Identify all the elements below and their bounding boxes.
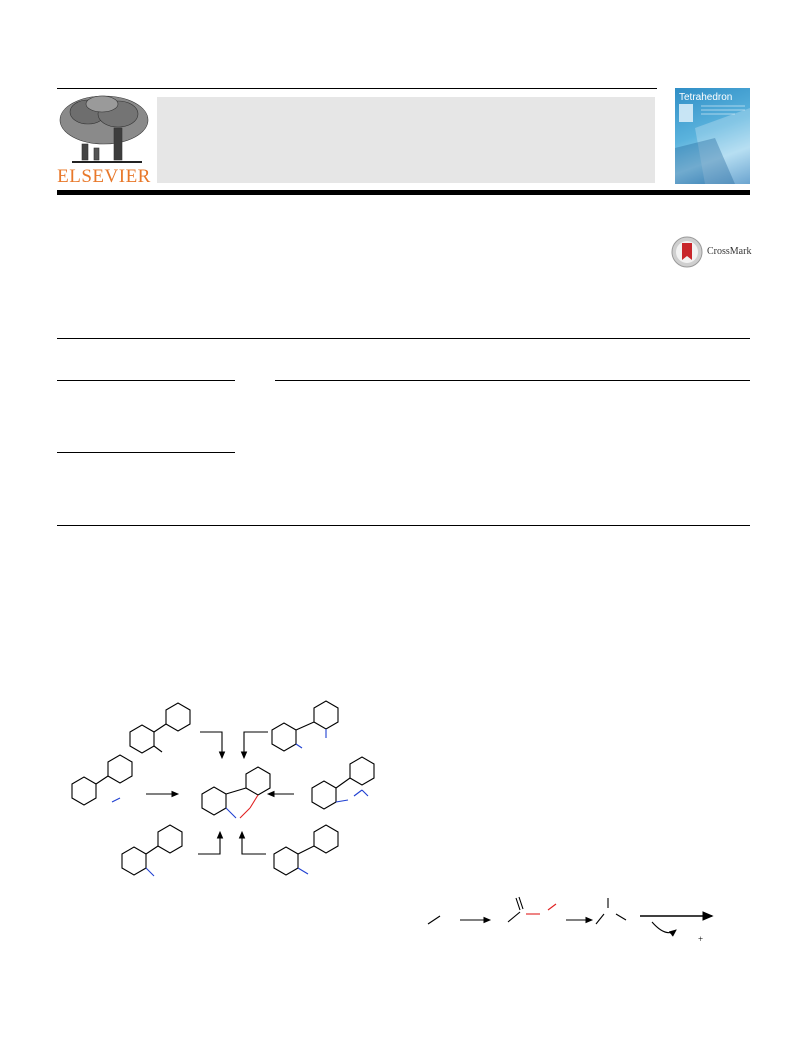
product-bond-right <box>616 914 626 920</box>
arrow-top-left <box>200 732 222 758</box>
elsevier-logo <box>52 92 156 187</box>
biphenyl-precursor-bottom-left <box>122 825 182 876</box>
publisher-wordmark: ELSEVIER <box>57 166 151 187</box>
keywords-rule <box>57 452 235 453</box>
article-info-top-rule <box>57 338 750 339</box>
product-bond-left <box>596 914 604 924</box>
crossmark-label: CrossMark <box>707 246 752 257</box>
crossmark-badge[interactable] <box>671 236 751 268</box>
biphenyl-precursor-top-left <box>130 703 190 753</box>
reactant-bond <box>428 916 440 924</box>
article-info-bottom-rule <box>57 525 750 526</box>
journal-cover-image[interactable] <box>675 88 750 184</box>
journal-header-banner <box>157 97 655 183</box>
header-thick-rule <box>57 190 750 195</box>
biphenyl-precursor-bottom-right <box>274 825 338 875</box>
abstract-rule <box>275 380 750 381</box>
top-thin-rule <box>57 88 657 89</box>
reaction-scheme <box>420 890 720 955</box>
intermediate-bond <box>508 912 520 922</box>
arrow-top-right <box>244 732 268 758</box>
curved-byproduct-arrow <box>652 922 676 933</box>
arrow-bottom-right <box>242 832 266 854</box>
intermediate-red-bond-b <box>548 904 556 910</box>
crossmark-icon <box>671 236 703 268</box>
journal-cover-title: Tetrahedron <box>679 92 733 103</box>
dibenzofused-product <box>202 767 270 818</box>
arrow-bottom-left <box>198 832 220 854</box>
biphenyl-precursor-mid-left <box>72 755 132 805</box>
tetrahedron-cover-icon <box>675 88 750 184</box>
graphical-abstract-scheme <box>50 690 395 890</box>
elsevier-tree-logo-icon <box>52 92 156 168</box>
article-info-left-rule <box>57 380 235 381</box>
plus-sign: + <box>698 934 704 944</box>
biphenyl-precursor-mid-right <box>312 757 374 809</box>
biphenyl-precursor-top-right <box>272 701 338 751</box>
